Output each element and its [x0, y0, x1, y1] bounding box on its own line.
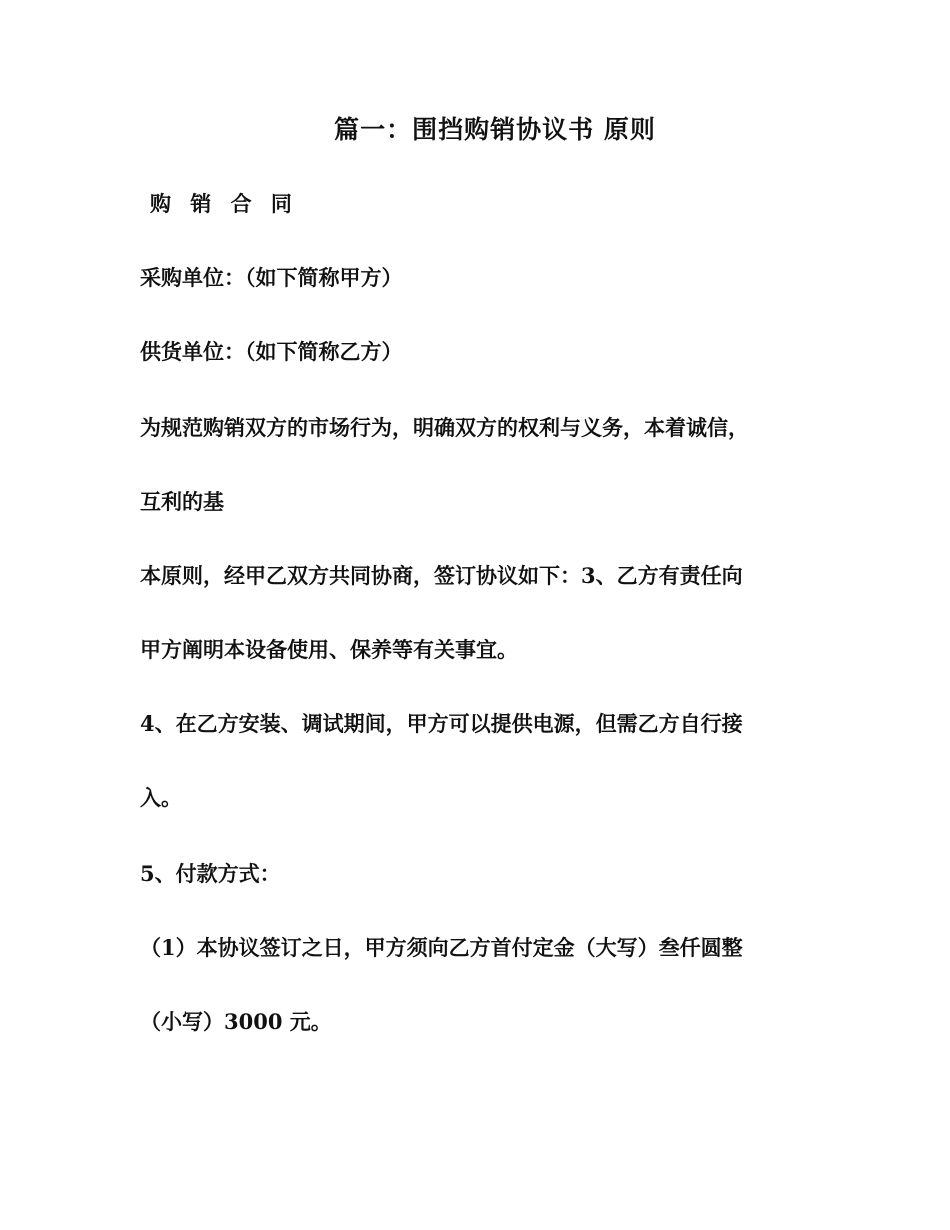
- text-line-payment-1: （1）本协议签订之日，甲方须向乙方首付定金（大写）叁仟圆整: [140, 935, 743, 960]
- text-line-purchaser: 采购单位：（如下简称甲方）: [140, 265, 403, 290]
- text-line-clause-5: 5、付款方式：: [140, 861, 281, 886]
- text-line-preamble: 为规范购销双方的市场行为，明确双方的权利与义务，本着诚信，: [140, 415, 749, 440]
- document-subtitle: 购 销 合 同: [150, 191, 298, 216]
- text-line-clause-3-cont: 甲方阐明本设备使用、保养等有关事宜。: [140, 637, 518, 662]
- text-line-preamble-cont: 互利的基: [140, 489, 224, 514]
- text-line-clause-4: 4、在乙方安装、调试期间，甲方可以提供电源，但需乙方自行接: [140, 711, 743, 736]
- text-line-payment-1-cont: （小写）3000 元。: [140, 1009, 332, 1034]
- text-line-clause-4-cont: 入。: [140, 785, 182, 810]
- text-line-supplier: 供货单位：（如下简称乙方）: [140, 339, 403, 364]
- document-title: 篇一：围挡购销协议书 原则: [334, 115, 656, 144]
- text-line-clause-3: 本原则，经甲乙双方共同协商，签订协议如下：3、乙方有责任向: [140, 563, 743, 588]
